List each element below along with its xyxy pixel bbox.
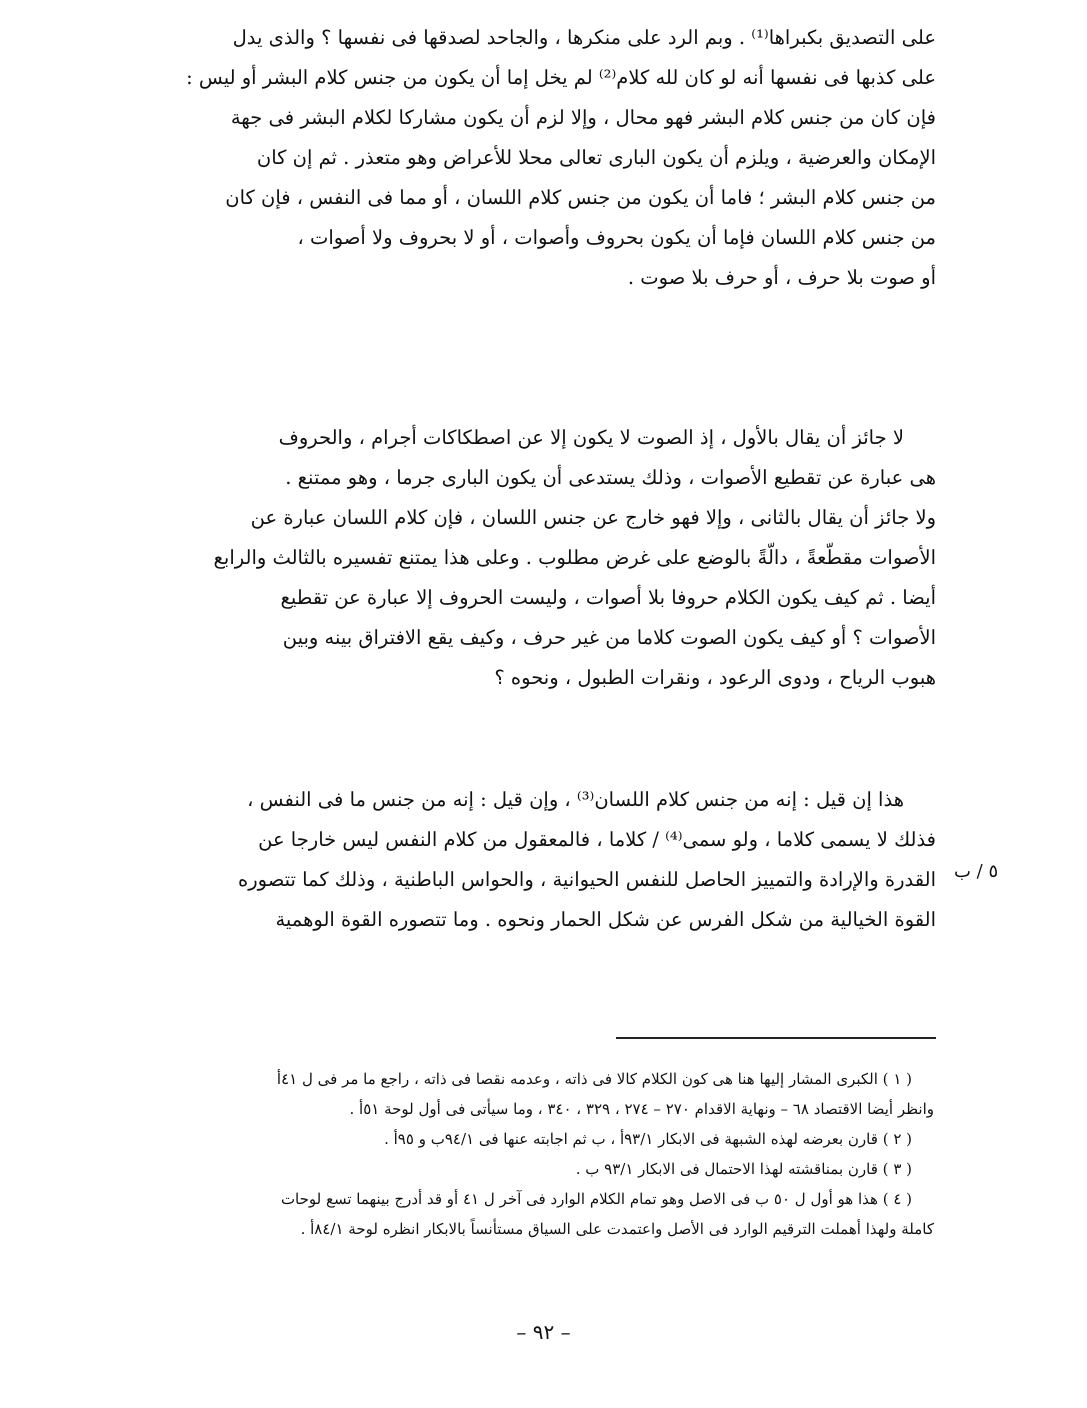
text-line: على كذبها فى نفسها أنه لو كان لله كلام⁽²⁾ لم يخل إما أن يكون من جنس كلام البشر أو ليس : xyxy=(186,66,936,89)
text-line: من جنس كلام البشر ؛ فاما أن يكون من جنس كلام اللسان ، أو مما فى النفس ، فإن كان xyxy=(225,186,936,209)
paragraph-2 xyxy=(100,418,936,698)
text-line: من جنس كلام اللسان فإما أن يكون بحروف وأصوات ، أو لا بحروف ولا أصوات ، xyxy=(297,226,936,249)
text-line: الأصوات مقطّعةً ، دالّةً بالوضع على غرض مطلوب . وعلى هذا يمتنع تفسيره بالثالث والرابع xyxy=(213,546,936,569)
text-line: أيضا . ثم كيف يكون الكلام حروفا بلا أصوات ، وليست الحروف إلا عبارة عن تقطيع xyxy=(280,586,936,609)
text-line: على التصديق بكبراها⁽¹⁾ . وبم الرد على منكرها ، والجاحد لصدقها فى نفسها ؟ والذى يدل xyxy=(232,26,936,49)
text-line: هى عبارة عن تقطيع الأصوات ، وذلك يستدعى أن يكون البارى جرما ، وهو ممتنع . xyxy=(285,466,936,489)
footnote-line: ( ٢ ) قارن بعرضه لهذه الشبهة فى الابكار ٩٣/١أ ، ب ثم اجابته عنها فى ٩٤/١ب و ٩٥أ . xyxy=(384,1130,912,1148)
paragraph-3 xyxy=(100,780,936,940)
text-line: القوة الخيالية من شكل الفرس عن شكل الحمار ونحوه . وما تتصوره القوة الوهمية xyxy=(275,908,936,931)
margin-folio-note: ٥ / ب xyxy=(954,861,999,882)
footnote-line: ( ٤ ) هذا هو أول ل ٥٠ ب فى الاصل وهو تمام الكلام الوارد فى آخر ل ٤١ أو قد أدرج بينهما تسع لوحات xyxy=(280,1190,912,1208)
footnote-line: كاملة ولهذا أهملت الترقيم الوارد فى الأصل واعتمدت على السياق مستأنساً بالابكار انظره لوحة ٨٤/١أ . xyxy=(300,1220,934,1238)
footnote-line: ( ١ ) الكبرى المشار إليها هنا هى كون الكلام كالا فى ذاته ، وعدمه نقصا فى ذاته ، راجع ما مر فى ل ٤١أ xyxy=(276,1070,912,1088)
text-line: الأصوات ؟ أو كيف يكون الصوت كلاما من غير حرف ، وكيف يقع الافتراق بينه وبين xyxy=(282,626,936,649)
page-number: – ٩٢ – xyxy=(516,1320,571,1344)
text-line: القدرة والإرادة والتمييز الحاصل للنفس الحيوانية ، والحواس الباطنية ، وذلك كما تتصوره xyxy=(237,868,936,891)
paragraph-1 xyxy=(100,18,936,298)
footnote-separator xyxy=(616,1037,936,1039)
text-line: فذلك لا يسمى كلاما ، ولو سمى⁽⁴⁾ / كلاما ، فالمعقول من كلام النفس ليس خارجا عن xyxy=(258,828,936,851)
text-line: الإمكان والعرضية ، ويلزم أن يكون البارى تعالى محلا للأعراض وهو متعذر . ثم إن كان xyxy=(256,146,936,169)
text-line: لا جائز أن يقال بالأول ، إذ الصوت لا يكون إلا عن اصطكاكات أجرام ، والحروف xyxy=(278,426,904,449)
text-line: أو صوت بلا حرف ، أو حرف بلا صوت . xyxy=(627,266,936,289)
text-line: ولا جائز أن يقال بالثانى ، وإلا فهو خارج عن جنس اللسان ، فإن كلام اللسان عبارة عن xyxy=(250,506,936,529)
footnote-line: ( ٣ ) قارن بمناقشته لهذا الاحتمال فى الابكار ٩٣/١ ب . xyxy=(575,1160,912,1178)
text-line: هذا إن قيل : إنه من جنس كلام اللسان⁽³⁾ ، وإن قيل : إنه من جنس ما فى النفس ، xyxy=(247,788,904,811)
text-line: هبوب الرياح ، ودوى الرعود ، ونقرات الطبول ، ونحوه ؟ xyxy=(494,666,936,689)
text-line: فإن كان من جنس كلام البشر فهو محال ، وإلا لزم أن يكون مشاركا لكلام البشر فى جهة xyxy=(230,106,936,129)
footnote-line: وانظر أيضا الاقتصاد ٦٨ – ونهاية الاقدام ٢٧٠ – ٢٧٤ ، ٣٢٩ ، ٣٤٠ ، وما سيأتى فى أول لوحة ٥١أ . xyxy=(349,1100,934,1118)
footnotes xyxy=(88,1064,934,1244)
